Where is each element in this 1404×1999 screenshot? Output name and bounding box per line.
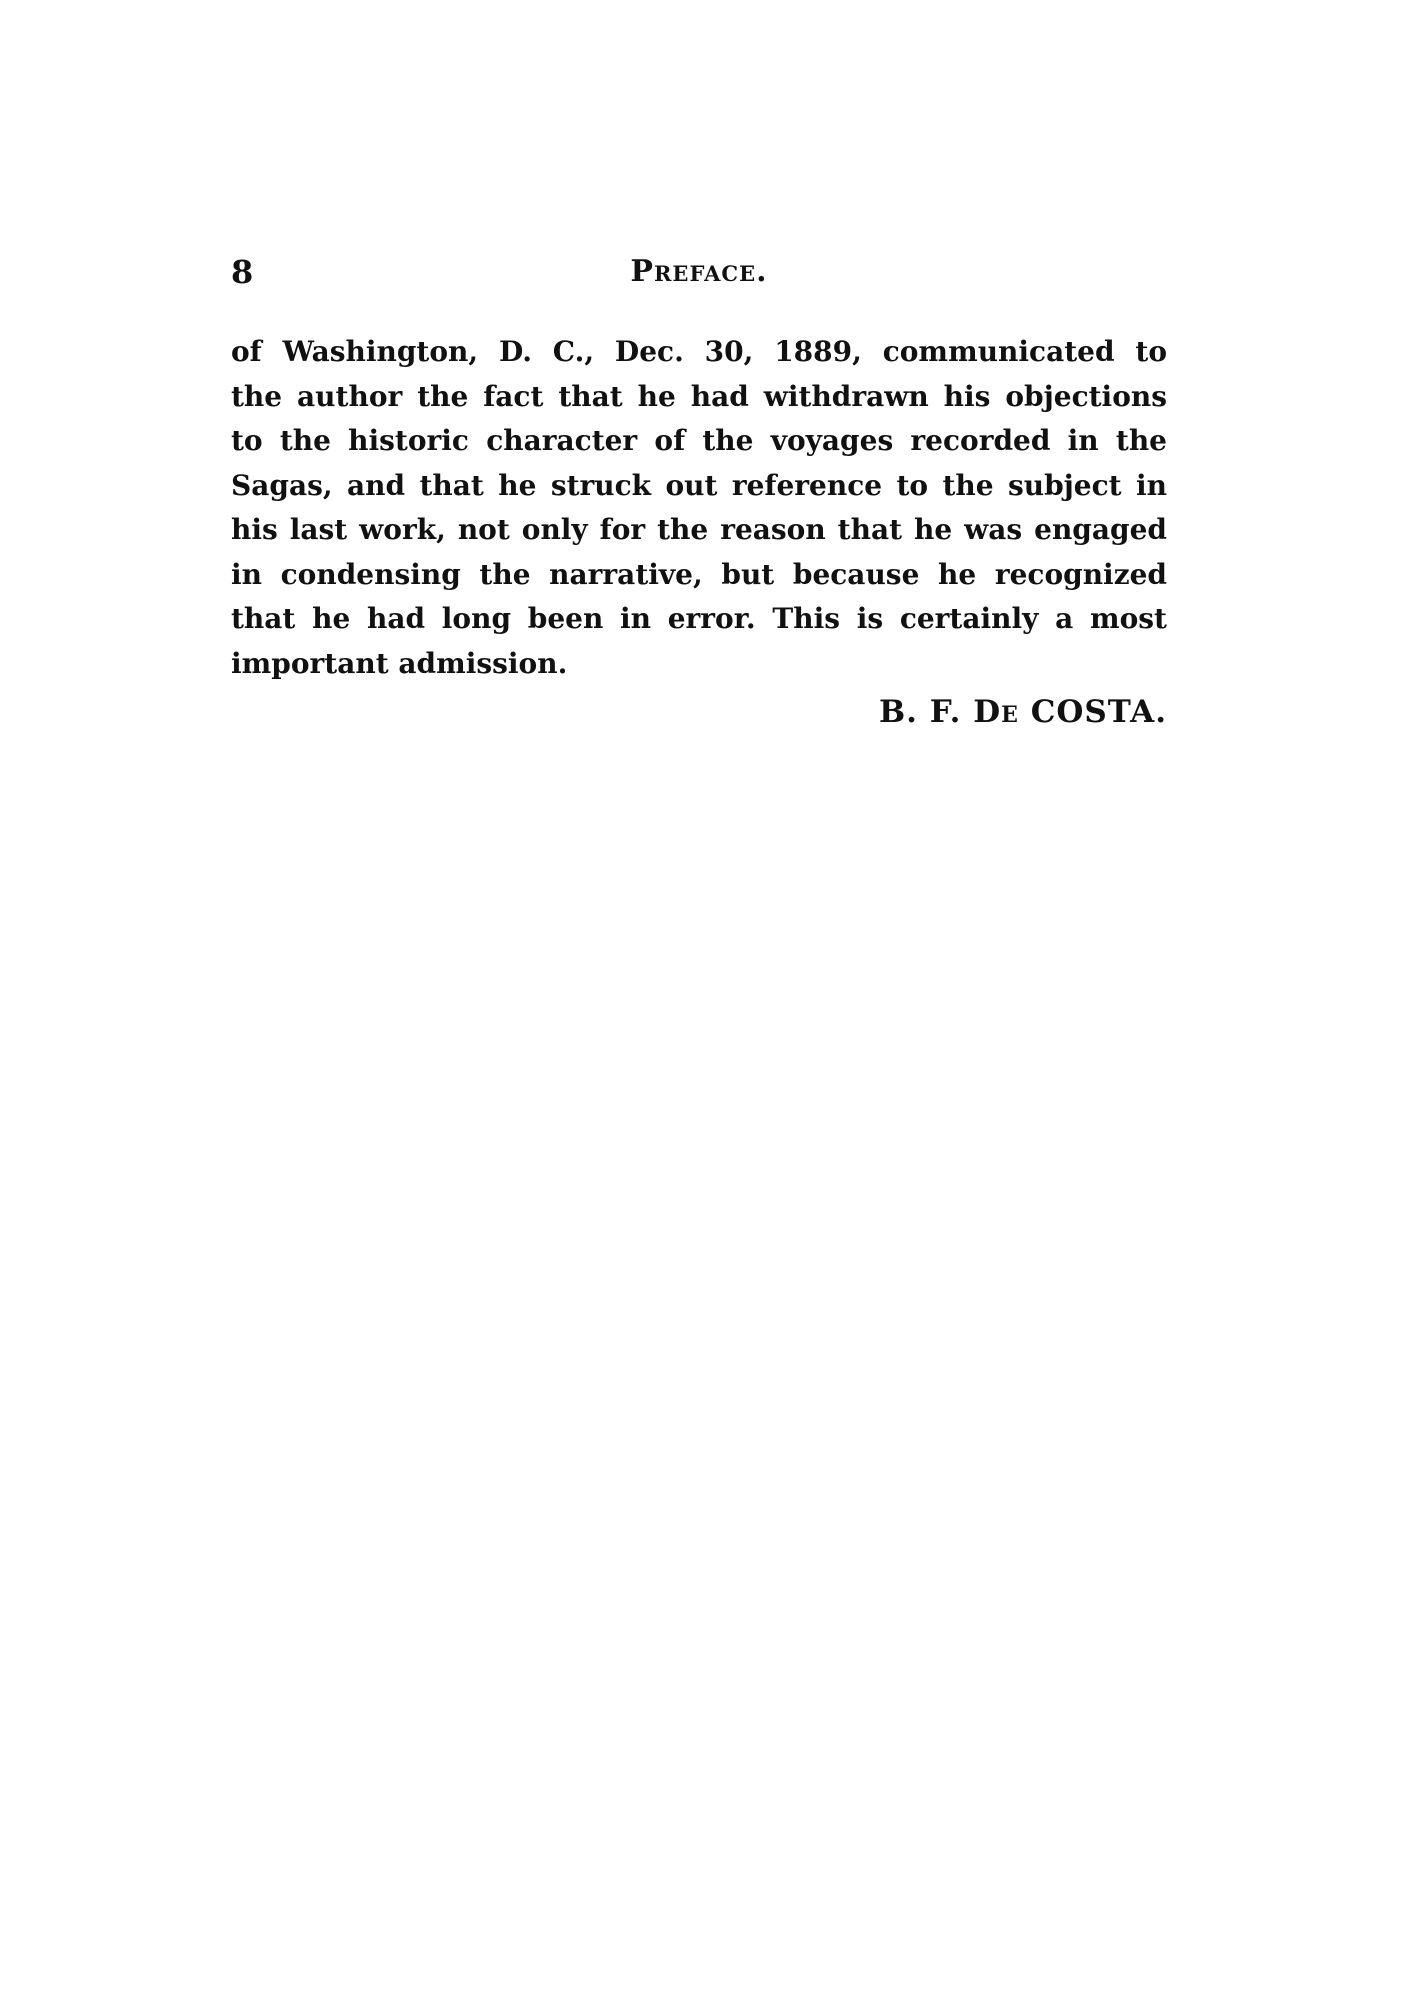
running-title: Preface. — [630, 254, 768, 289]
text-line: the author the fact that he had withdrawn his objections — [231, 379, 1167, 413]
text-line: in condensing the narrative, but because he recognized — [231, 557, 1167, 591]
text-line: his last work, not only for the reason that he was engaged — [231, 513, 1167, 546]
text-line: Sagas, and that he struck out reference to the subject in — [231, 468, 1167, 502]
author-signature — [879, 690, 1167, 734]
running-head — [231, 250, 1167, 294]
text-line: important admission. — [231, 646, 568, 680]
signature-particle: De — [973, 694, 1019, 730]
text-line: to the historic character of the voyages recorded in the — [231, 424, 1167, 457]
text-line: of Washington, D. C., Dec. 30, 1889, communicated to — [231, 335, 1167, 368]
text-line: that he had long been in error. This is certainly a most — [231, 602, 1167, 635]
signature-surname: COSTA. — [1030, 694, 1167, 730]
body-paragraph — [231, 330, 1167, 686]
page-number: 8 — [231, 253, 254, 291]
signature-initials: B. F. — [878, 694, 962, 730]
